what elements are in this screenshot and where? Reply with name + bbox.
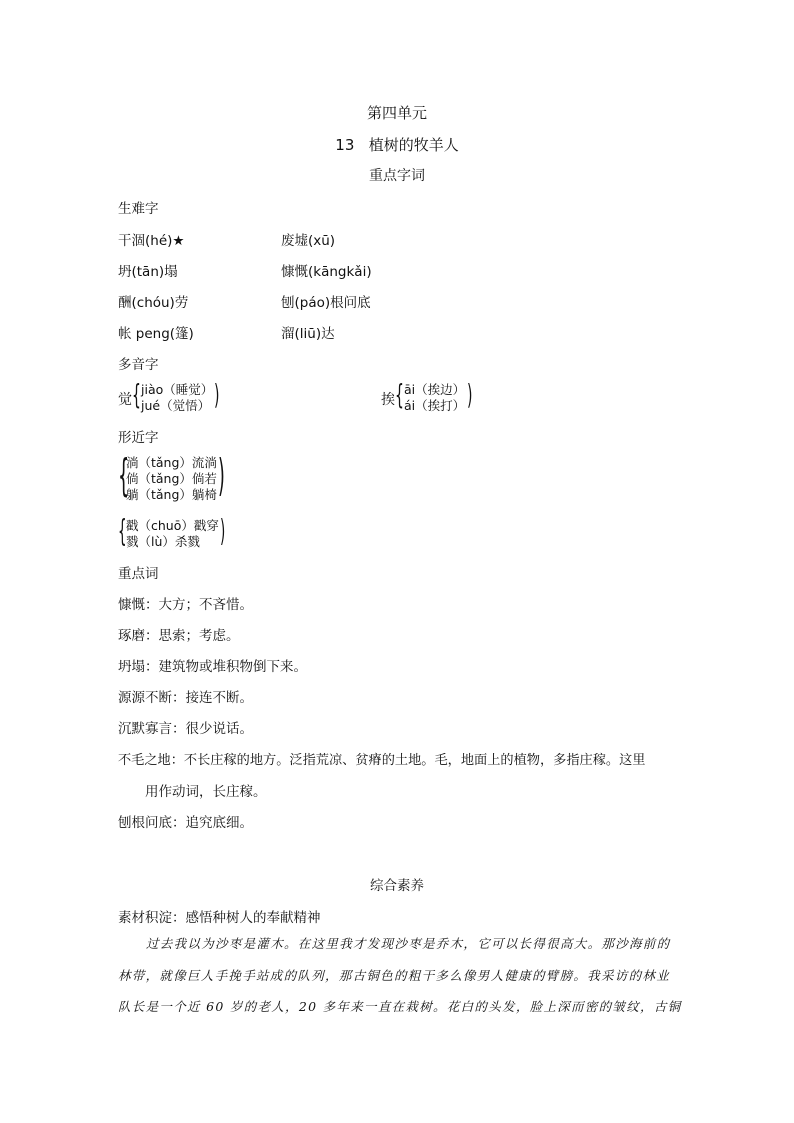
similar-char-line: 戳（chuō）戳穿 (126, 518, 219, 533)
section-literacy: 综合素养 (370, 878, 424, 894)
polyphone-item (381, 380, 501, 416)
difficult-char-left: 帐 peng(篷) (118, 326, 194, 342)
similar-char-group (118, 450, 238, 506)
polyphone-reading: āi（挨边） (404, 382, 466, 397)
key-word-item: 刨根问底：追究底细。 (118, 815, 253, 831)
material-heading: 素材积淀：感悟种树人的奉献精神 (118, 910, 321, 926)
left-brace-icon: { (118, 450, 130, 501)
lesson-title (0, 134, 794, 155)
key-word-item-continued: 用作动词，长庄稼。 (145, 784, 267, 800)
lesson-number: 13 (335, 136, 355, 154)
material-paragraph-line: 队长是一个近 60 岁的老人，20 多年来一直在栽树。花白的头发，脸上深而密的皱纹，古铜 (118, 999, 682, 1014)
polyphone-reading: ái（挨打） (404, 398, 466, 413)
difficult-char-left: 坍(tān)塌 (118, 264, 178, 280)
material-paragraph-line: 林带，就像巨人手挽手站成的队列，那古铜色的粗干多么像男人健康的臂膀。我采访的林业 (118, 968, 671, 983)
key-words-heading: 重点词 (118, 566, 159, 582)
similar-char-line: 戮（lù）杀戮 (126, 534, 200, 549)
difficult-char-left: 干涸(hé)★ (118, 233, 185, 249)
right-brace-icon: ) (220, 514, 226, 549)
difficult-char-right: 废墟(xū) (281, 233, 336, 249)
polyphone-char: 挨 (381, 392, 395, 408)
key-word-item: 源源不断：接连不断。 (118, 690, 253, 706)
polyphone-reading: jiào（睡觉） (141, 382, 214, 397)
unit-title: 第四单元 (366, 104, 427, 122)
similar-char-line: 淌（tǎng）流淌 (126, 455, 217, 470)
difficult-char-right: 溜(liū)达 (281, 326, 335, 342)
similar-char-line: 倘（tǎng）倘若 (126, 471, 217, 486)
difficult-char-right: 刨(páo)根问底 (281, 295, 371, 311)
left-brace-icon: { (118, 514, 127, 549)
key-word-item: 坍塌：建筑物或堆积物倒下来。 (118, 659, 307, 675)
similar-char-line: 躺（tǎng）躺椅 (126, 487, 217, 502)
similar-chars-heading: 形近字 (118, 430, 159, 446)
key-word-item: 琢磨：思索；考虑。 (118, 628, 240, 644)
polyphone-char: 觉 (118, 392, 132, 408)
polyphone-reading: jué（觉悟） (141, 398, 211, 413)
lesson-name: 植树的牧羊人 (368, 136, 459, 154)
section-key-words: 重点字词 (369, 168, 425, 184)
difficult-chars-heading: 生难字 (118, 201, 159, 217)
right-brace-icon: ) (467, 378, 473, 411)
polyphone-item (118, 380, 238, 416)
right-brace-icon: ) (214, 378, 220, 411)
left-brace-icon: { (132, 378, 141, 411)
material-paragraph-line: 过去我以为沙枣是灌木。在这里我才发现沙枣是乔木，它可以长得很高大。那沙海前的 (146, 936, 671, 951)
left-brace-icon: { (395, 378, 404, 411)
difficult-char-left: 酬(chóu)劳 (118, 295, 189, 311)
key-word-item: 沉默寡言：很少说话。 (118, 721, 253, 737)
key-word-item: 慷慨：大方；不吝惜。 (118, 597, 253, 613)
key-word-item: 不毛之地：不长庄稼的地方。泛指荒凉、贫瘠的土地。毛，地面上的植物，多指庄稼。这里 (118, 753, 646, 768)
difficult-char-right: 慷慨(kāngkǎi) (281, 264, 372, 280)
right-brace-icon: ) (218, 450, 225, 501)
similar-char-group (118, 516, 238, 552)
polyphones-heading: 多音字 (118, 357, 159, 373)
